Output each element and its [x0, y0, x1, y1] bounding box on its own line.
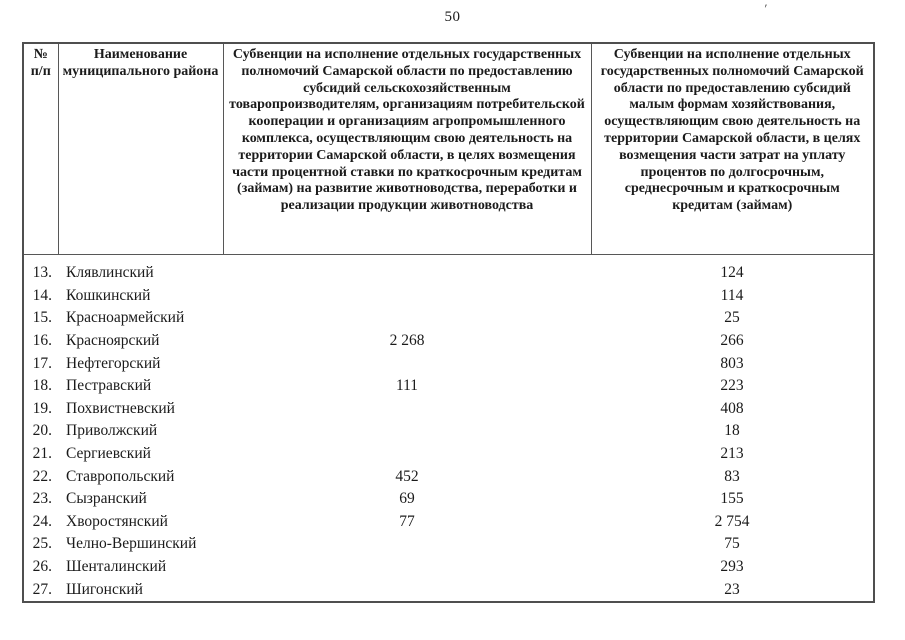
table-row	[23, 330, 874, 353]
row-number-cell: 27.	[32, 580, 52, 598]
small-farms-value-cell: 83	[724, 467, 740, 485]
district-name-cell: Красноярский	[66, 332, 160, 350]
scan-artifact-mark: ′	[763, 0, 768, 17]
livestock-value-cell	[223, 352, 591, 375]
livestock-value-cell: 2 268	[389, 332, 425, 350]
small-farms-value-cell: 2 754	[714, 512, 750, 530]
district-name-cell: Ставропольский	[66, 467, 175, 485]
table-row	[23, 398, 874, 421]
row-number-cell: 17.	[32, 354, 52, 372]
livestock-value-cell	[223, 578, 591, 602]
row-number-cell: 16.	[32, 332, 52, 350]
small-farms-value-cell: 124	[720, 264, 744, 282]
row-number-cell: 19.	[32, 399, 52, 417]
subventions-table	[22, 42, 875, 603]
table-row	[23, 307, 874, 330]
page-number: 50	[444, 9, 461, 25]
small-farms-value-cell: 155	[720, 490, 744, 508]
district-name-cell: Пестравский	[66, 377, 152, 395]
row-number-cell: 26.	[32, 558, 52, 576]
district-name-cell: Красноармейский	[66, 309, 185, 327]
row-number-cell: 18.	[32, 377, 52, 395]
table-row	[23, 420, 874, 443]
district-name-cell: Челно-Вершинский	[66, 535, 197, 553]
small-farms-value-cell: 75	[724, 535, 740, 553]
livestock-value-cell: 69	[399, 490, 415, 508]
district-name-cell: Нефтегорский	[66, 354, 161, 372]
row-number-cell: 15.	[32, 309, 52, 327]
small-farms-value-cell: 213	[720, 445, 744, 463]
district-name-cell: Хворостянский	[66, 512, 168, 530]
livestock-value-cell	[223, 307, 591, 330]
district-name-cell: Кошкинский	[66, 286, 151, 304]
livestock-value-cell: 111	[395, 377, 419, 395]
small-farms-value-cell: 293	[720, 558, 744, 576]
livestock-value-cell	[223, 556, 591, 579]
livestock-value-cell	[223, 443, 591, 466]
table-header-row	[23, 43, 874, 255]
district-name-cell: Сызранский	[66, 490, 147, 508]
small-farms-value-cell: 18	[724, 422, 740, 440]
small-farms-value-cell: 23	[724, 580, 740, 598]
district-name-cell: Приволжский	[66, 422, 158, 440]
row-number-cell: 24.	[32, 512, 52, 530]
livestock-value-cell	[223, 533, 591, 556]
table-row	[23, 465, 874, 488]
table-row	[23, 352, 874, 375]
livestock-value-cell: 77	[399, 512, 415, 530]
row-number-cell: 22.	[32, 467, 52, 485]
district-name-cell: Сергиевский	[66, 445, 151, 463]
district-name-cell: Шигонский	[66, 580, 143, 598]
row-number-cell: 20.	[32, 422, 52, 440]
table-row	[23, 255, 874, 285]
livestock-value-cell	[223, 285, 591, 308]
small-farms-value-cell: 266	[720, 332, 744, 350]
row-number-cell: 23.	[32, 490, 52, 508]
small-farms-value-cell: 223	[720, 377, 744, 395]
header-cell-small-farms-subvention: Субвенции на исполнение отдельных государственных полномочий Самарской области по предоставлению субсидий малым формам хозяйствования, осуществляющим свою деятельность на территории Самарской области, в целях возмещения части затрат на уплату процентов по долгосрочным, среднесрочным и краткосрочным кредитам (займам)	[591, 43, 874, 255]
small-farms-value-cell: 803	[720, 354, 744, 372]
table-row	[23, 556, 874, 579]
header-cell-row-number: № п/п	[23, 43, 58, 255]
small-farms-value-cell: 114	[720, 286, 744, 304]
table-row	[23, 285, 874, 308]
small-farms-value-cell: 25	[724, 309, 740, 327]
livestock-value-cell: 452	[395, 467, 419, 485]
livestock-value-cell	[223, 255, 591, 285]
row-number-cell: 13.	[32, 264, 52, 282]
table-row	[23, 443, 874, 466]
district-name-cell: Клявлинский	[66, 264, 154, 282]
table-row	[23, 533, 874, 556]
table-row	[23, 511, 874, 534]
row-number-cell: 14.	[32, 286, 52, 304]
row-number-cell: 21.	[32, 445, 52, 463]
livestock-value-cell	[223, 420, 591, 443]
row-number-cell: 25.	[32, 535, 52, 553]
header-cell-livestock-subvention: Субвенции на исполнение отдельных государственных полномочий Самарской области по предоставлению субсидий сельскохозяйственным товаропроизводителям, организациям потребительской кооперации и организациям агропромышленного комплекса, осуществляющим свою деятельность на территории Самарской области, в целях возмещения части процентной ставки по краткосрочным кредитам (займам) на развитие животноводства, переработки и реализации продукции животноводства	[223, 43, 591, 255]
header-cell-district-name: Наименование муниципального района	[58, 43, 223, 255]
small-farms-value-cell: 408	[720, 399, 744, 417]
livestock-value-cell	[223, 398, 591, 421]
table-row	[23, 578, 874, 602]
district-name-cell: Похвистневский	[66, 399, 175, 417]
table-row	[23, 375, 874, 398]
table-row	[23, 488, 874, 511]
district-name-cell: Шенталинский	[66, 558, 167, 576]
